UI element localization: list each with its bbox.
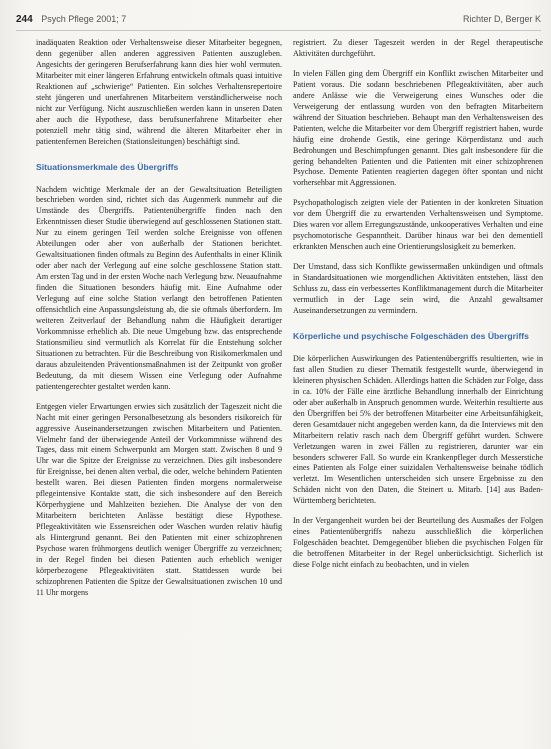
section-heading: Körperliche und psychische Folgeschäden des Übergriffs <box>293 330 529 341</box>
paragraph: inadäquaten Reaktion oder Verhaltensweise dieser Mitarbeiter begegnen, denn gegenüber allen anderen aggressiven Patienten auszugleben. Angesichts der geringeren Berufserfahrung kann dies hier wohl vermuten. Mitarbeiter mit einer längeren Erfahrung entwickeln oftmals quasi intuitive Reaktionen auf „schwierige“ Patienten. Ein solches Verhaltensrepertoire steht jüngeren und unerfahrenen Mitarbeitern verständlicherweise noch nicht zur Verfügung. Nicht auszuschließen werden kann in unseren Daten aber auch die Hypothese, dass berufsunerfahrene Mitarbeiter eher potenziell mehr tätig sind, während die älteren Mitarbeiter eher in patientenfernen Bereichen (Stationsleitungen) beschäftigt sind. <box>36 38 282 146</box>
paragraph: Nachdem wichtige Merkmale der an der Gewaltsituation Beteiligten beschrieben worden sind, richtet sich das Augenmerk nunmehr auf die Umstände des Übergriffs. Patientenübergriffe finden nach den Erkenntnissen dieser Studie überwiegend auf geschlossenen Stationen statt. Nur zu einem geringen Teil werden solche Ereignisse von offenen Abteilungen oder aber von außerhalb der Stationen berichtet. Gewaltsituationen finden oftmals zu Beginn des Aufenthalts in einer Klinik oder aber nach der Verlegung auf eine solche geschlossene Station statt. Am ersten Tag und in der ersten Woche nach Verlegung bzw. Neuaufnahme finden die Situationen besonders häufig mit. Eine Aufnahme oder Verlegung auf eine solche Station verlangt den betroffenen Patienten offensichtlich eine Anpassungsleistung ab, die sie oftmals überfordern. Im weiteren Zeitverlauf der Behandlung nahm die Häufigkeit derartiger Vorkommnisse erheblich ab. Die neue Umgebung bzw. das entsprechende Stationsmilieu sind vermutlich als Korrelat für die Entstehung solcher Situationen zu betrachten. Für die Beschreibung von Risikomerkmalen und daraus abzuleitenden Präventionsmaßnahmen ist der Zeitpunkt von großer Bedeutung, da mit diesem Wissen eine Verlegung oder Aufnahme patientengerechter gestaltet werden kann. <box>36 184 282 391</box>
section-heading: Situationsmerkmale des Übergriffs <box>36 161 179 172</box>
page-number: 244 <box>16 14 33 25</box>
paragraph: registriert. Zu dieser Tageszeit werden in der Regel therapeutische Aktivitäten durchgeführt. <box>293 38 543 58</box>
paragraph: In der Vergangenheit wurden bei der Beurteilung des Ausmaßes der Folgen eines Patientenübergriffs nahezu ausschließlich die körperlichen Folgeschäden beachtet. Demgegenüber blieben die psychischen Folgen für die betroffenen Mitarbeiter in der Regel unberücksichtigt. Sicherlich ist diese Folge nicht einfach zu beobachten, und in vielen <box>293 516 543 570</box>
author-names: Richter D, Berger K <box>462 14 541 24</box>
header-rule <box>16 30 541 31</box>
paragraph: Die körperlichen Auswirkungen des Patientenübergriffs resultierten, wie in fast allen Studien zu dieser Thematik festgestellt wurde, überwiegend in kleineren physischen Schäden. Allerdings hatten die Schäden zur Folge, dass in ca. 10% der Fälle eine ärztliche Behandlung innerhalb der Einrichtung oder aber außerhalb in Anspruch genommen wurde. Weiterhin resultierte aus den Übergriffen bei 5% der betroffenen Mitarbeiter eine Arbeitsunfähigkeit, deren Gesamtdauer nicht angegeben werden kann, da die Interviews mit den Mitarbeitern relativ rasch nach dem Übergriff geführt wurden. Schwere Verletzungen waren in zwei Fällen zu registrieren, darunter war ein besonders schwerer Fall. So wurde ein Krankenpfleger durch Messerstiche eines Patienten als Folge einer suizidalen Verhaltensweise beinahe tödlich verletzt. Im Wesentlichen unterscheiden sich unsere Ergebnisse zu den Schäden nicht von den Daten, die Steinert u. Mitarb. [14] aus Baden-Württemberg berichteten. <box>293 353 543 506</box>
paragraph: Psychopathologisch zeigten viele der Patienten in der konkreten Situation vor dem Übergriff die zu erwartenden Verhaltensweisen und Symptome. Dies waren vor allem Erregungszustände, unkooperatives Verhalten und eine psychomotorische Gespanntheit. Darüber hinaus war bei den dementiell erkrankten Menschen auch eine Orientierungslosigkeit zu bemerken. <box>293 198 543 252</box>
right-column <box>293 38 543 580</box>
paragraph: Entgegen vieler Erwartungen erwies sich zusätzlich der Tageszeit nicht die Nacht mit einer geringen Personalbesetzung als besonders risikoreich für aggressive Auseinandersetzungen zwischen Mitarbeitern und Patienten. Vielmehr fand der überwiegende Anteil der Vorkommnisse während des Tages, dass mit einem Schwerpunkt am Morgen statt. Zwischen 8 und 9 Uhr war die Spitze der Ereignisse zu verzeichnen. Dies gilt insbesondere für Ereignisse, bei denen alten verbal, die oder, welche behindern Patienten bestellt waren. Bei diesen Patienten finden morgens normalerweise pflegeintensive Kontakte statt, die sich insbesondere auf den Bereich Körperhygiene und Mahlzeiten beziehen. Die Analyse der von den Mitarbeitern berichteten Anlässe bestätigt diese Hypothese. Pflegeaktivitäten wie Essensreichen oder Waschen wurden relativ häufig als Hintergrund genannt. Bei den Patienten mit einer schizophrenen Psychose waren frühmorgens deutlich weniger Übergriffe zu verzeichnen; in der Regel finden bei diesen Patienten auch erheblich weniger körperbezogene Pflegeaktivitäten statt. Stattdessen wurde bei schizophrenen Patienten die Spitze der Gewaltsituationen zwischen 10 und 11 Uhr morgens <box>36 401 282 597</box>
left-column <box>36 38 282 608</box>
paragraph: Der Umstand, dass sich Konflikte gewissermaßen unkündigen und oftmals in Standardsituationen wie morgendlichen Aktivitäten entstehen, lässt den Schluss zu, dass ein verbessertes Konfliktmanagement durch die Mitarbeiter vermutlich in der Lage sein wird, die Anzahl gewaltsamer Auseinandersetzungen zu vermindern. <box>293 262 543 315</box>
journal-citation: Psych Pflege 2001; 7 <box>41 14 127 24</box>
running-header <box>16 14 541 30</box>
paragraph: In vielen Fällen ging dem Übergriff ein Konflikt zwischen Mitarbeiter und Patient voraus. Die sodann beschriebenen Pflegeaktivitäten, aber auch andere Anlässe wie die Verweigerung eines Wunsches oder die Verweigerung der entlassung wurden von den befragten Mitarbeitern während der Situation beschrieben. Behaupt man den Verhaltensweisen des Patienten, welche die Mitarbeiter vor dem Übergriff registriert haben, wurde häufig eine drohende Gestik, eine geringe Körperdistanz und auch Bedrohungen und Beschimpfungen genannt. Dies galt insbesondere für die gering behandelten Patienten und die Patienten mit einer schizophrenen Psychose. Demente Patienten reagierten dagegen öfter spontan und nicht vorhersehbar mit Aggressionen. <box>293 68 543 188</box>
